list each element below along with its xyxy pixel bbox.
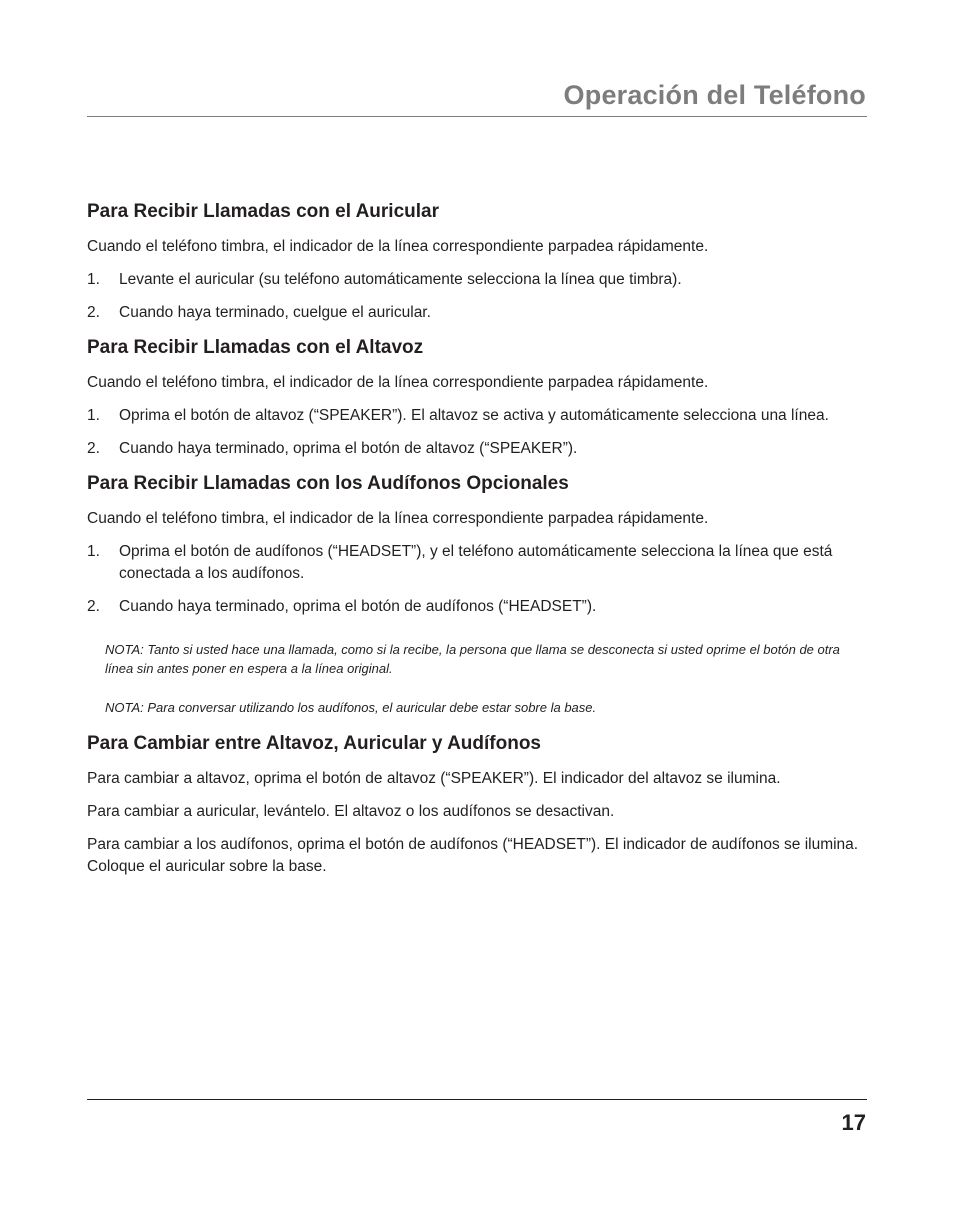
footer-divider <box>87 1099 867 1100</box>
section-intro: Cuando el teléfono timbra, el indicador de la línea correspondiente parpadea rápidamente. <box>87 374 709 391</box>
header-divider <box>87 116 867 117</box>
section-receive-handset <box>87 199 867 324</box>
step-item <box>87 405 867 427</box>
step-number: 2. <box>87 440 100 457</box>
step-text: Oprima el botón de altavoz (“SPEAKER”). El altavoz se activa y automáticamente selecciona una línea. <box>119 407 829 424</box>
step-text: Cuando haya terminado, oprima el botón de audífonos (“HEADSET”). <box>119 598 597 615</box>
page-number: 17 <box>841 1110 866 1135</box>
section-heading: Para Cambiar entre Altavoz, Auricular y Audífonos <box>87 733 541 754</box>
section-heading: Para Recibir Llamadas con el Altavoz <box>87 337 424 358</box>
step-item <box>87 596 867 618</box>
section-switch-modes <box>87 731 867 878</box>
paragraph: Para cambiar a los audífonos, oprima el botón de audífonos (“HEADSET”). El indicador de audífonos se ilumina. Coloque el auricular sobre la base. <box>87 836 859 875</box>
steps-list <box>87 541 867 618</box>
steps-list <box>87 269 867 324</box>
page-title: Operación del Teléfono <box>563 80 866 110</box>
step-text: Levante el auricular (su teléfono automáticamente selecciona la línea que timbra). <box>119 271 682 288</box>
note-text: NOTA: Para conversar utilizando los audífonos, el auricular debe estar sobre la base. <box>105 700 597 715</box>
step-number: 1. <box>87 271 100 288</box>
section-receive-headset <box>87 471 867 717</box>
note-text: NOTA: Tanto si usted hace una llamada, como si la recibe, la persona que llama se desconecta si usted oprime el botón de otra línea sin antes poner en espera a la línea original. <box>105 642 840 676</box>
step-item <box>87 269 867 291</box>
section-heading: Para Recibir Llamadas con el Auricular <box>87 201 439 222</box>
section-intro: Cuando el teléfono timbra, el indicador de la línea correspondiente parpadea rápidamente. <box>87 510 709 527</box>
paragraph: Para cambiar a altavoz, oprima el botón de altavoz (“SPEAKER”). El indicador del altavoz se ilumina. <box>87 770 781 787</box>
step-item <box>87 541 867 585</box>
step-item <box>87 438 867 460</box>
step-text: Oprima el botón de audífonos (“HEADSET”), y el teléfono automáticamente selecciona la línea que está conectada a los audífonos. <box>119 543 833 582</box>
section-intro: Cuando el teléfono timbra, el indicador de la línea correspondiente parpadea rápidamente. <box>87 238 709 255</box>
step-number: 1. <box>87 543 100 560</box>
step-number: 2. <box>87 304 100 321</box>
page-content <box>87 199 867 889</box>
section-heading: Para Recibir Llamadas con los Audífonos Opcionales <box>87 473 569 494</box>
steps-list <box>87 405 867 460</box>
step-number: 2. <box>87 598 100 615</box>
step-item <box>87 302 867 324</box>
step-text: Cuando haya terminado, oprima el botón de altavoz (“SPEAKER”). <box>119 440 578 457</box>
step-number: 1. <box>87 407 100 424</box>
step-text: Cuando haya terminado, cuelgue el auricular. <box>119 304 431 321</box>
section-receive-speaker <box>87 335 867 460</box>
paragraph: Para cambiar a auricular, levántelo. El altavoz o los audífonos se desactivan. <box>87 803 615 820</box>
